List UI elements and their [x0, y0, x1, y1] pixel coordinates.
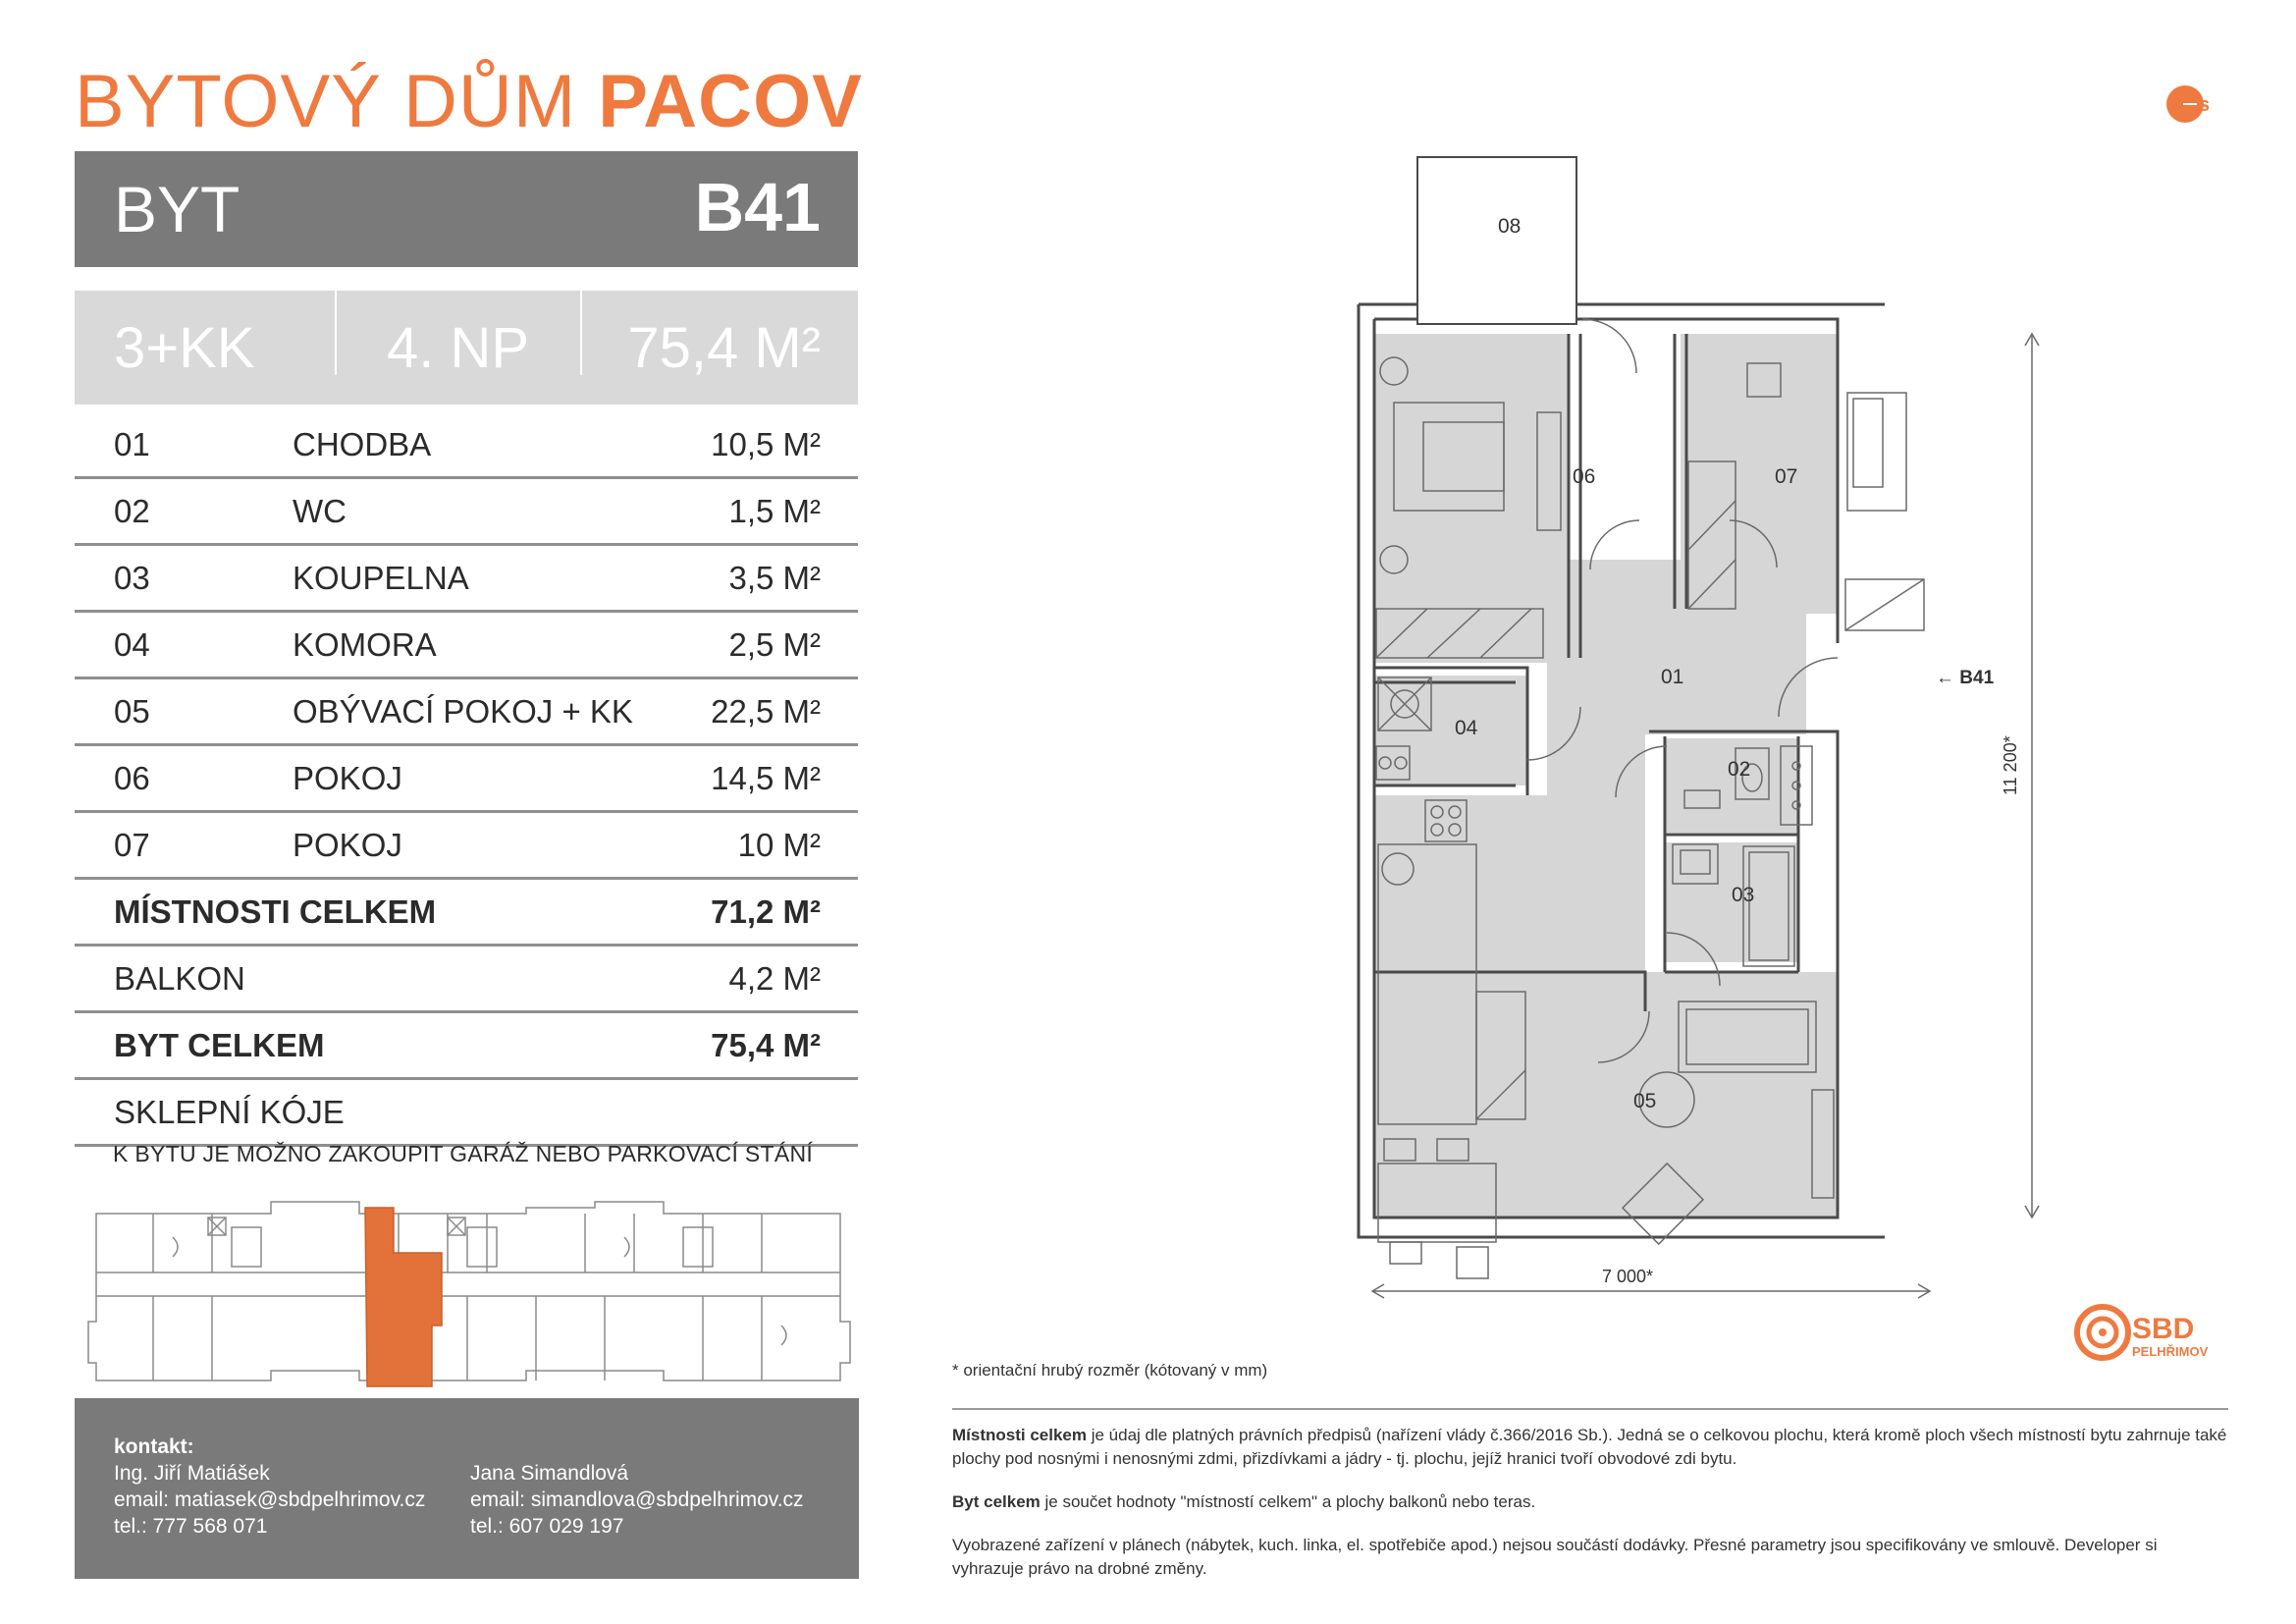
plan-room-label: 02 [1728, 758, 1751, 781]
contact-email[interactable]: email: matiasek@sbdpelhrimov.cz [114, 1489, 426, 1511]
contact-email[interactable]: email: simandlova@sbdpelhrimov.cz [470, 1489, 804, 1511]
room-fills [1374, 334, 1838, 1218]
room-area: 2,5 M² [728, 626, 821, 663]
plan-room-label: 03 [1732, 884, 1755, 906]
room-02-fill [1665, 738, 1798, 833]
developer-logo [2165, 82, 2211, 128]
stats-bar [75, 291, 858, 405]
room-name: OBÝVACÍ POKOJ + KK [293, 693, 633, 730]
building-key-plan [75, 1178, 860, 1394]
contact-phone[interactable]: tel.: 777 568 071 [114, 1515, 268, 1538]
hall-lower-fill [1547, 734, 1645, 1019]
contact-name: Ing. Jiří Matiášek [114, 1462, 270, 1485]
legal-text: je součet hodnoty "místností celkem" a plochy balkonů nebo teras. [1040, 1492, 1536, 1511]
plan-room-label: 05 [1633, 1090, 1657, 1112]
room-area: 10,5 M² [711, 426, 821, 462]
stat-divider [580, 291, 582, 375]
door-swing [1582, 319, 1636, 373]
room-number: 04 [114, 626, 150, 663]
contact-person-1 [114, 1460, 425, 1540]
room-number: 02 [114, 493, 150, 529]
cellar-label: SKLEPNÍ KÓJE [114, 1094, 345, 1130]
stat-area: 75,4 M² [627, 316, 821, 380]
table-row [75, 412, 858, 479]
dimension-width: 7 000* [1602, 1267, 1654, 1286]
table-row [75, 679, 858, 746]
table-row [75, 613, 858, 679]
room-area: 3,5 M² [728, 560, 821, 596]
contact-title: kontakt: [114, 1435, 194, 1458]
contact-phone[interactable]: tel.: 607 029 197 [470, 1515, 624, 1538]
plan-room-label: 01 [1661, 666, 1684, 688]
room-01-fill [1547, 560, 1806, 734]
room-number: 01 [114, 426, 150, 462]
developer-logo-letter: s [2199, 94, 2211, 116]
plan-room-label: 08 [1498, 215, 1522, 238]
plan-room-label: 06 [1573, 465, 1596, 488]
plan-room-label: 04 [1455, 717, 1478, 739]
balcony-value: 4,2 M² [728, 960, 821, 997]
rooms-total-value: 71,2 M² [711, 893, 821, 930]
room-number: 06 [114, 760, 150, 796]
flat-total-value: 75,4 M² [711, 1027, 821, 1063]
room-name: CHODBA [293, 426, 432, 462]
contact-person-2 [470, 1460, 804, 1540]
stat-layout: 3+KK [114, 316, 255, 380]
room-number: 05 [114, 693, 150, 730]
contact-name: Jana Simandlová [470, 1462, 629, 1485]
flat-total-row [75, 1013, 858, 1080]
plan-room-label: 07 [1775, 465, 1798, 488]
legal-term: Byt celkem [952, 1492, 1041, 1511]
unit-code: B41 [694, 169, 821, 245]
legal-paragraph-1 [952, 1424, 2228, 1471]
dimension-footnote: * orientační hrubý rozměr (kótovaný v mm) [952, 1361, 1268, 1380]
garage-note: K BYTU JE MOŽNO ZAKOUPIT GARÁŽ NEBO PARKOVACÍ STÁNÍ [113, 1141, 814, 1166]
dimension-height: 11 200* [2001, 735, 2020, 795]
room-area: 10 M² [737, 827, 821, 863]
table-row [75, 746, 858, 813]
balcony-label: BALKON [114, 960, 245, 997]
room-name: KOMORA [293, 626, 437, 663]
sbd-pelhrimov-logo [2071, 1301, 2238, 1366]
room-name: POKOJ [293, 827, 402, 863]
table-row [75, 813, 858, 880]
legal-paragraph-3: Vyobrazené zařízení v plánech (nábytek, kuch. linka, el. spotřebiče apod.) nejsou součástí dodávky. Přesné parametry jsou specifikovány ve smlouvě. Developer si vyhrazuje právo na drobné změny. [952, 1536, 2158, 1578]
room-06-fill [1374, 334, 1569, 663]
unit-bar [75, 151, 858, 267]
table-row [75, 479, 858, 546]
room-name: POKOJ [293, 760, 402, 796]
room-area: 1,5 M² [728, 493, 821, 529]
room-area: 22,5 M² [711, 693, 821, 730]
entrance-label: ← B41 [1936, 668, 1995, 688]
room-area: 14,5 M² [711, 760, 821, 796]
highlighted-unit [365, 1208, 442, 1386]
sbd-logo-text: SBD [2132, 1313, 2195, 1345]
contact-box [75, 1398, 859, 1579]
legal-text: je údaj dle platných právních předpisů (nařízení vlády č.366/2016 Sb.). Jedná se o celkovou plochu, která kromě ploch všech místností bytu zahrnuje také plochy pod nosnými i nenosnými zdmi, přizdívkami a jádry - tj. plochu, jejíž hranici tvoří obvodové zdi bytu. [952, 1426, 2227, 1468]
table-row [75, 546, 858, 613]
floor-plan [1355, 147, 2061, 1326]
rooms-total-row [75, 880, 858, 947]
sbd-logo-subtext: PELHŘIMOV [2132, 1344, 2209, 1359]
rooms-total-label: MÍSTNOSTI CELKEM [114, 893, 437, 930]
page-title: BYTOVÝ DŮM PACOV [75, 60, 863, 143]
stat-divider [335, 291, 337, 375]
room-number: 03 [114, 560, 150, 596]
divider [952, 1408, 2228, 1410]
cellar-row [75, 1080, 858, 1147]
legal-paragraph-2 [952, 1490, 2228, 1514]
unit-label: BYT [114, 173, 240, 245]
room-number: 07 [114, 827, 150, 863]
legal-term: Místnosti celkem [952, 1426, 1087, 1444]
rooms-table [75, 412, 858, 1147]
room-name: KOUPELNA [293, 560, 469, 596]
balcony-row [75, 947, 858, 1013]
flat-total-label: BYT CELKEM [114, 1027, 325, 1063]
room-name: WC [293, 493, 347, 529]
stat-floor: 4. NP [387, 316, 530, 380]
